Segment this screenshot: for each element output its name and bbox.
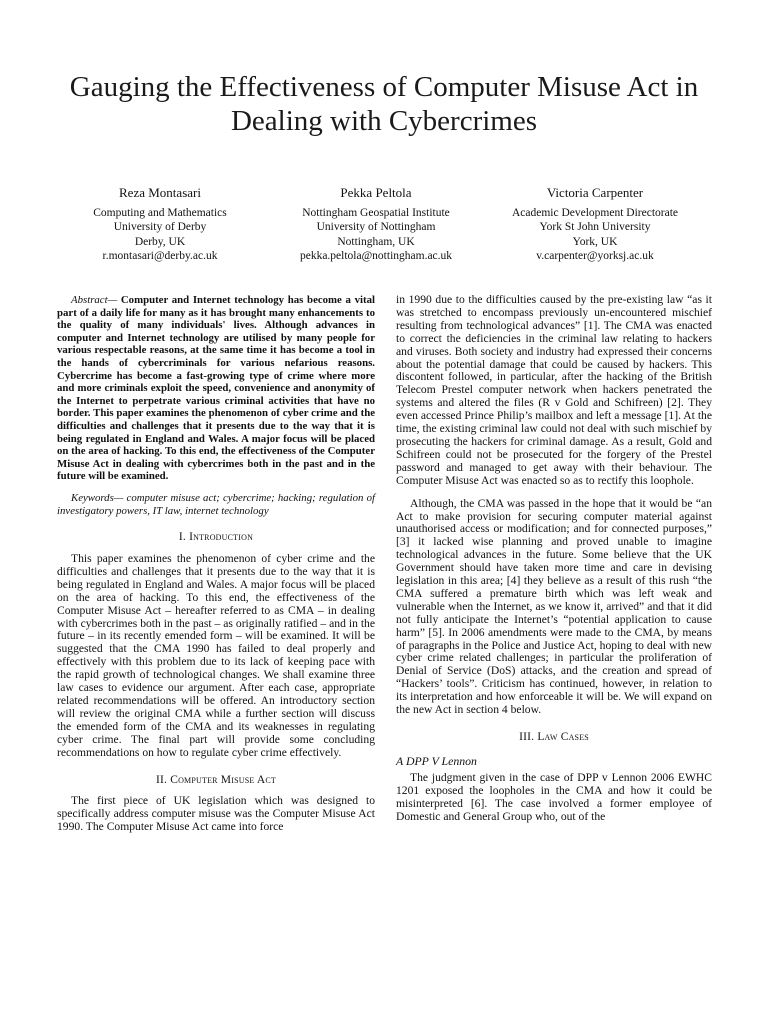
abstract-label: Abstract— xyxy=(71,294,118,306)
abstract xyxy=(57,294,375,483)
author-loc: Nottingham, UK xyxy=(337,235,415,248)
cma-paragraph-2: Although, the CMA was passed in the hope that it would be “an Act to make provision for securing computer material against unauthorised access or modification; and for connected purposes,” [3] it lacked wise planning and proved unable to imagine technological advances in the future. Some believe that the UK Government should have taken more time and care in devising legislation in this area; [4] they believe as a result of this rush “the CMA suffered a premature birth which was left weak and vulnerable when the Internet, as we know it, arrived” and that it did not fully anticipate the Internet’s “potential application to cause harm” [5]. In 2006 amendments were made to the CMA, by means of paragraphs in the Police and Justice Act, hoping to deal with new cyber crime related challenges; in particular the proliferation of Denial of Service (DoS) attacks, and the creation and spread of “Hackers’ tools”. Criticism has continued, however, in relation to its interpretation and how enforceable it will be. We will expand on the new Act in section 4 below. xyxy=(396,496,712,717)
author-org: University of Nottingham xyxy=(316,221,436,233)
abstract-text: Computer and Internet technology has become a vital part of a daily life for many as it has brought many enhancements to the quality of many individuals' lives. Although advances in computer and Internet technology are utilised by many people for various respectable reasons, at the same time it has become a tool in the hands of cybercriminals for various nefarious reasons. Cybercrime has become a fast-growing type of crime where more and more criminals exploit the speed, convenience and anonymity of the Internet to perpetrate various criminal activities that have no border. This paper examines the phenomenon of cyber crime and the difficulties and challenges that it presents due to the way that it is being regulated in England and Wales. A major focus will be placed on the area of hacking. To this end, the effectiveness of the Computer Misuse Act in dealing with cybercrimes both in the past and in the future will be examined. xyxy=(57,294,375,483)
author-name: Pekka Peltola xyxy=(340,185,412,200)
section-title: Computer Misuse Act xyxy=(170,773,276,786)
author-name: Victoria Carpenter xyxy=(546,185,644,200)
left-column xyxy=(57,294,375,834)
paper-title: Gauging the Effectiveness of Computer Misuse Act in Dealing with Cybercrimes xyxy=(69,71,699,137)
section-number: I. xyxy=(178,531,186,544)
cma-paragraph: The first piece of UK legislation which was designed to specifically address computer misuse was the Computer Misuse Act 1990. The Computer Misuse Act came into force xyxy=(57,794,375,834)
right-column xyxy=(396,294,712,823)
section-number: III. xyxy=(519,731,535,743)
author-dept: Academic Development Directorate xyxy=(511,206,679,219)
section-title: Law Cases xyxy=(537,731,589,743)
author-name: Reza Montasari xyxy=(119,185,201,200)
keywords: Keywords— computer misuse act; cybercrime; hacking; regulation of investigatory powers, IT law, internet technology xyxy=(57,491,375,517)
law-case-paragraph: The judgment given in the case of DPP v Lennon 2006 EWHC 1201 exposed the loopholes in the CMA and how it could be misinterpreted [6]. The case involved a former employee of Domestic and General Group who, out of the xyxy=(396,770,712,823)
author-2 xyxy=(268,186,484,264)
author-dept: Nottingham Geospatial Institute xyxy=(302,206,450,219)
author-loc: Derby, UK xyxy=(134,235,186,248)
author-org: York St John University xyxy=(539,221,651,233)
author-loc: York, UK xyxy=(572,235,618,248)
author-dept: Computing and Mathematics xyxy=(93,206,227,219)
subsection-dpp-v-lennon: A DPP V Lennon xyxy=(396,753,477,768)
cma-continued-paragraph: in 1990 due to the difficulties caused by the pre-existing law “as it was stretched to encompass previously un-encountered mischief resulting from technological advances” [1]. The CMA was enacted to correct the deficiencies in the criminal law relating to hackers and viruses. Both society and industry had expressed their concerns about the potential damage that could be caused by hackers. This discontent followed, in particular, after the hacking of the British Telecom Prestel computer network when hackers penetrated the systems and altered the files (R v Gold and Schifreen) [2]. They even accessed Prince Philip’s mailbox and left a message [1]. At the time, the existing criminal law could not deal with such mischief by prosecuting the hackers for criminal damage. As a result, Gold and Schifreen could not be prosecuted for the forgery of the Prestel password and managed to get away with their behaviour. The Computer Misuse Act was enacted so as to rectify this loophole. xyxy=(396,293,712,487)
section-heading-cma xyxy=(57,774,375,787)
author-email: pekka.peltola@nottingham.ac.uk xyxy=(299,250,453,262)
section-heading-introduction xyxy=(57,531,375,544)
section-number: II. xyxy=(155,773,168,786)
author-3 xyxy=(487,186,703,264)
section-title: Introduction xyxy=(189,531,254,544)
author-org: University of Derby xyxy=(113,221,207,233)
intro-paragraph: This paper examines the phenomenon of cyber crime and the difficulties and challenges that it presents due to the way that it is being regulated in England and Wales. A major focus will be placed on the area of hacking. To this end, the effectiveness of the Computer Misuse Act – hereafter referred to as CMA – in dealing with cybercrimes both in the past – as originally ratified – and in the future – in its recently emended form – will be examined. It will be suggested that the CMA 1990 has failed to deal properly and effectively with this problem due to its lack of keeping pace with the rapid growth of technological changes. We shall examine three law cases to evidence our argument. After each case, appropriate related recommendations will be offered. An introductory section will review the original CMA while a further section will discuss the emended form of the CMA and its weaknesses in regulating cyber crime. The final part will provide some concluding recommendations on how to regulate cyber crime effectively. xyxy=(57,552,375,759)
author-1 xyxy=(52,186,268,264)
author-email: v.carpenter@yorksj.ac.uk xyxy=(536,250,654,262)
section-heading-law-cases xyxy=(396,731,712,744)
author-email: r.montasari@derby.ac.uk xyxy=(102,250,218,262)
